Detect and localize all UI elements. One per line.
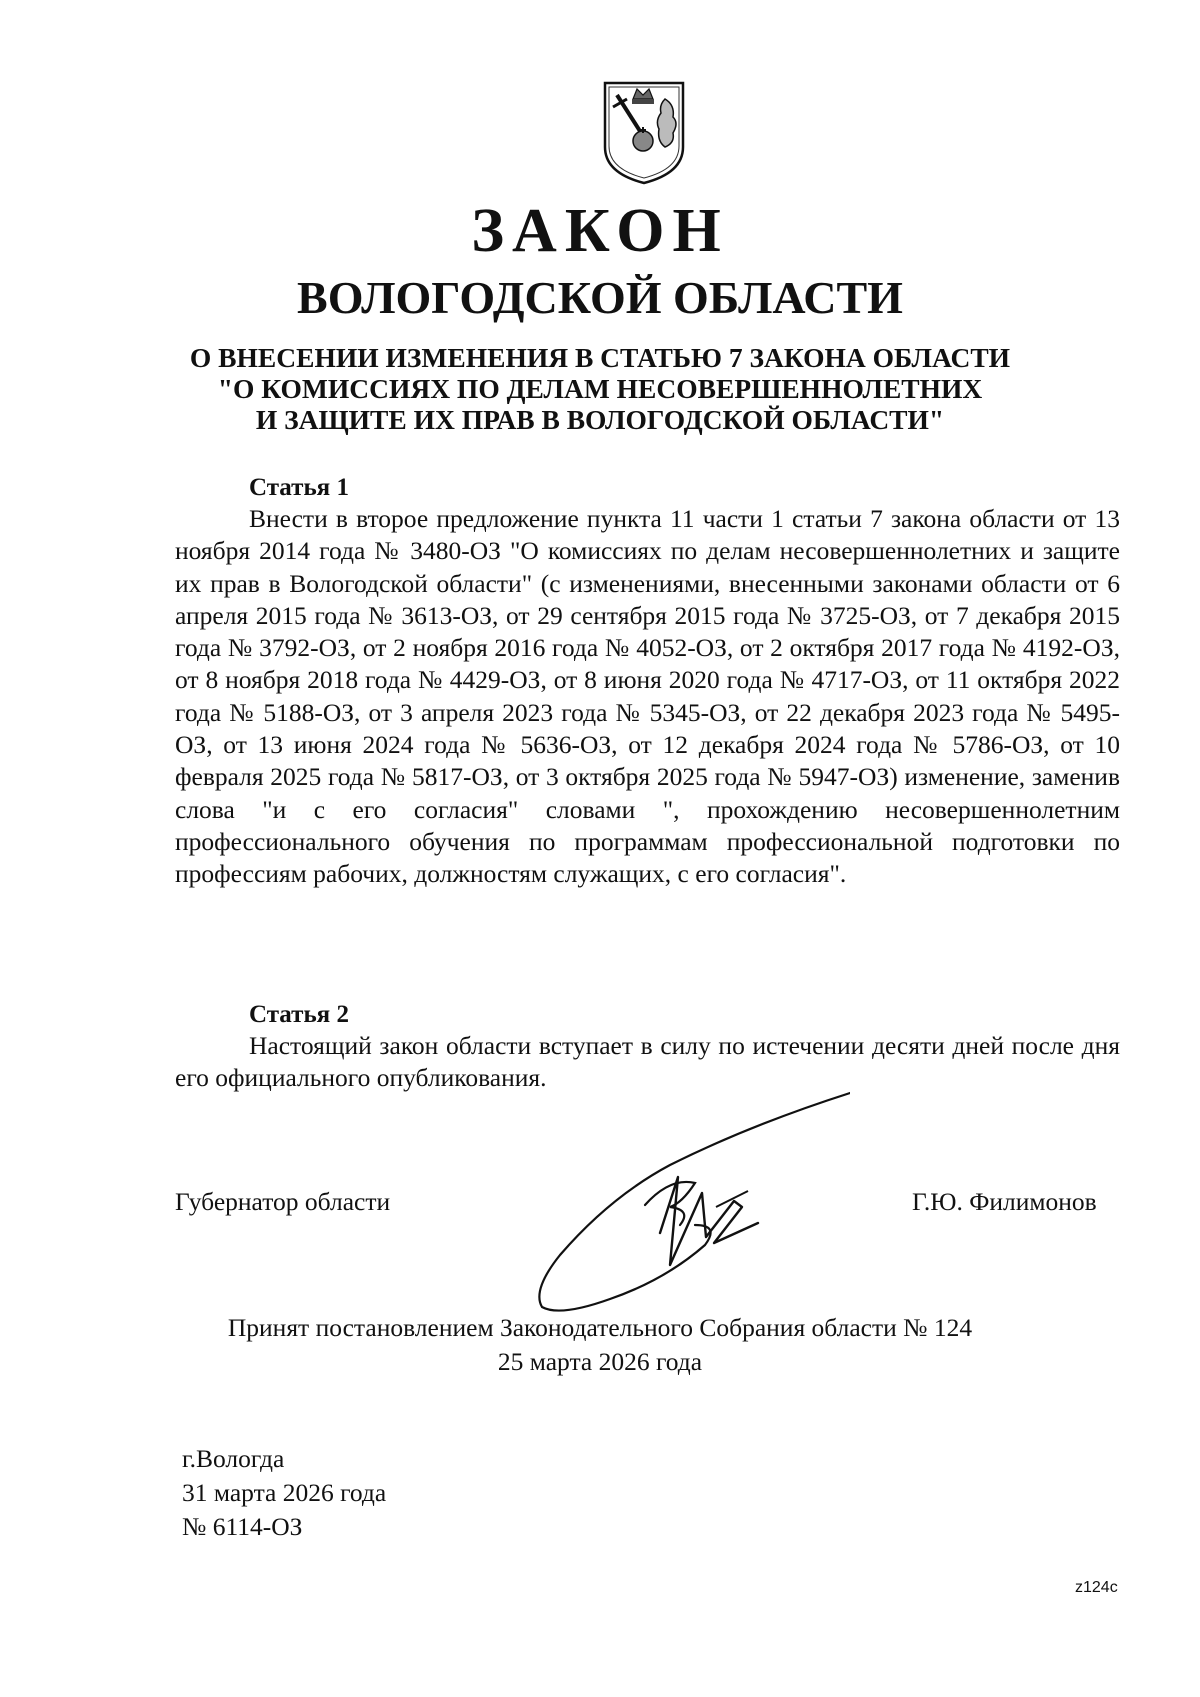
law-heading [0, 342, 1200, 435]
article-1-title: Статья 1 [249, 474, 349, 501]
signing-city: г.Вологда [182, 1444, 285, 1473]
document-title: ЗАКОН [471, 197, 729, 265]
article-1-body [175, 503, 1120, 891]
adoption-note [0, 1311, 1200, 1379]
article-1-text: Внести в второе предложение пункта 11 части 1 статьи 7 закона области от 13 ноября 2014 года № 3480-ОЗ "О комиссиях по делам несовершеннолетних и защите их прав в Вологодской области" (с изменениями, внесенными законами области от 6 апреля 2015 года № 3613-ОЗ, от 29 сентября 2015 года № 3725-ОЗ, от 7 декабря 2015 года № 3792-ОЗ, от 2 ноября 2016 года № 4052-ОЗ, от 2 октября 2017 года № 4192-ОЗ, от 8 ноября 2018 года № 4429-ОЗ, от 8 июня 2020 года № 4717-ОЗ, от 11 октября 2022 года № 5188-ОЗ, от 3 апреля 2023 года № 5345-ОЗ, от 22 декабря 2023 года № 5495-ОЗ, от 13 июня 2024 года № 5636-ОЗ, от 12 декабря 2024 года № 5786-ОЗ, от 10 февраля 2025 года № 5817-ОЗ, от 3 октября 2025 года № 5947-ОЗ) изменение, заменив слова "и с его согласия" словами ", прохождению несовершеннолетним профессионального обучения по программам профессиональной подготовки по профессиям рабочих, должностям служащих, с его согласия". [175, 504, 1120, 889]
article-2-title: Статья 2 [249, 1001, 349, 1028]
signatory-position: Губернатор области [175, 1187, 391, 1216]
article-2-text: Настоящий закон области вступает в силу по истечении десяти дней после дня его официального опубликования. [175, 1031, 1120, 1093]
adoption-date: 25 марта 2026 года [497, 1347, 703, 1376]
adoption-line: Принят постановлением Законодательного Собрания области № 124 [227, 1313, 973, 1342]
coat-of-arms-icon [599, 77, 689, 187]
law-heading-line: "О КОМИССИЯХ ПО ДЕЛАМ НЕСОВЕРШЕННОЛЕТНИХ [217, 373, 983, 404]
law-heading-line: И ЗАЩИТЕ ИХ ПРАВ В ВОЛОГОДСКОЙ ОБЛАСТИ" [255, 404, 945, 435]
signatory-name: Г.Ю. Филимонов [912, 1187, 1097, 1216]
law-heading-line: О ВНЕСЕНИИ ИЗМЕНЕНИЯ В СТАТЬЮ 7 ЗАКОНА ОБЛАСТИ [189, 342, 1011, 373]
handwritten-signature-icon [520, 1085, 850, 1315]
document-code: z124c [1075, 1579, 1118, 1596]
document-subtitle: ВОЛОГОДСКОЙ ОБЛАСТИ [297, 272, 903, 323]
law-number: № 6114-ОЗ [182, 1512, 303, 1541]
signing-details [182, 1442, 386, 1544]
signing-date: 31 марта 2026 года [182, 1478, 387, 1507]
